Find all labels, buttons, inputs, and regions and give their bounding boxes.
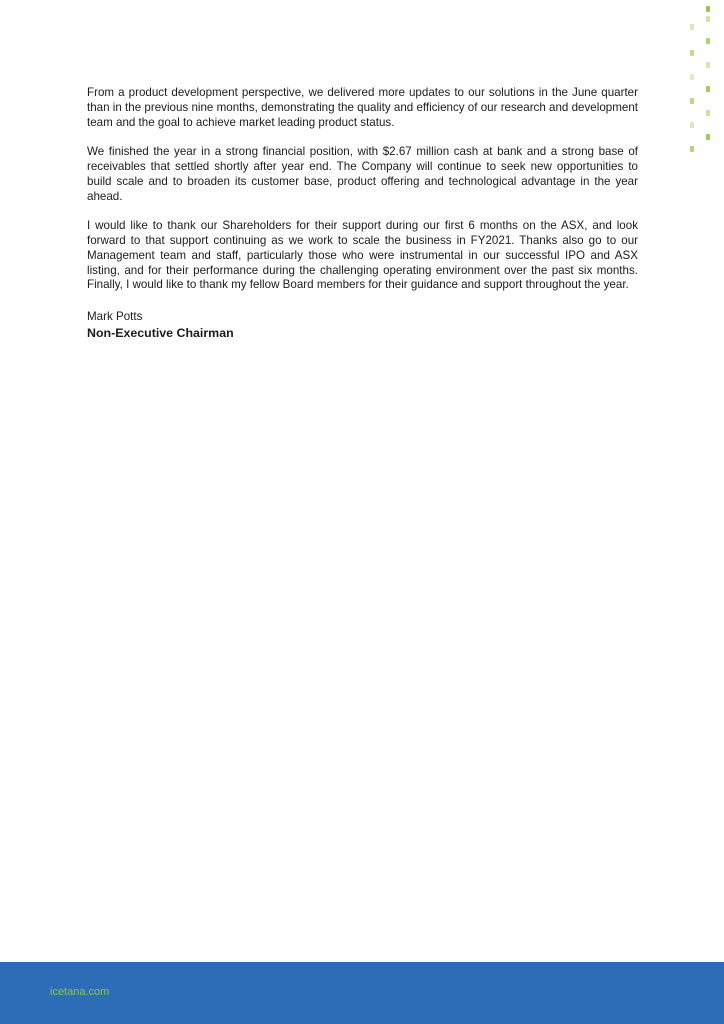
deco-dot — [706, 134, 710, 140]
deco-dot — [690, 24, 694, 30]
deco-dot — [706, 110, 710, 116]
letter-paragraph-2: We finished the year in a strong financial position, with $2.67 million cash at bank and a strong base of receivables that settled shortly after year end. The Company will continue to seek new opportunities to build scale and to broaden its customer base, product offering and technological advantage in the year ahead. — [87, 145, 638, 203]
deco-dot — [690, 98, 694, 104]
deco-dot — [690, 122, 694, 128]
signature-title: Non-Executive Chairman — [87, 325, 234, 340]
letter-body — [87, 86, 638, 341]
signature-name: Mark Potts — [87, 310, 143, 324]
deco-dot — [690, 146, 694, 152]
deco-dot — [706, 16, 710, 22]
letter-paragraph-3: I would like to thank our Shareholders for their support during our first 6 months on the ASX, and look forward to that support continuing as we work to scale the business in FY2021. Thanks also go to our Management team and staff, particularly those who were instrumental in our successful IPO and ASX listing, and for their performance during the challenging operating environment over the past six months. Finally, I would like to thank my fellow Board members for their guidance and support throughout the year. — [87, 219, 638, 292]
letter-paragraph-1: From a product development perspective, we delivered more updates to our solutions in the June quarter than in the previous nine months, demonstrating the quality and efficiency of our research and development team and the goal to achieve market leading product status. — [87, 86, 638, 129]
deco-dot — [706, 86, 710, 92]
deco-dot — [690, 50, 694, 56]
deco-dot — [706, 62, 710, 68]
deco-dot — [706, 38, 710, 44]
decorative-dots — [684, 0, 724, 170]
footer-website-link[interactable]: icetana.com — [50, 986, 110, 998]
deco-dot — [706, 6, 710, 12]
page-footer — [0, 962, 724, 1024]
deco-dot — [690, 74, 694, 80]
